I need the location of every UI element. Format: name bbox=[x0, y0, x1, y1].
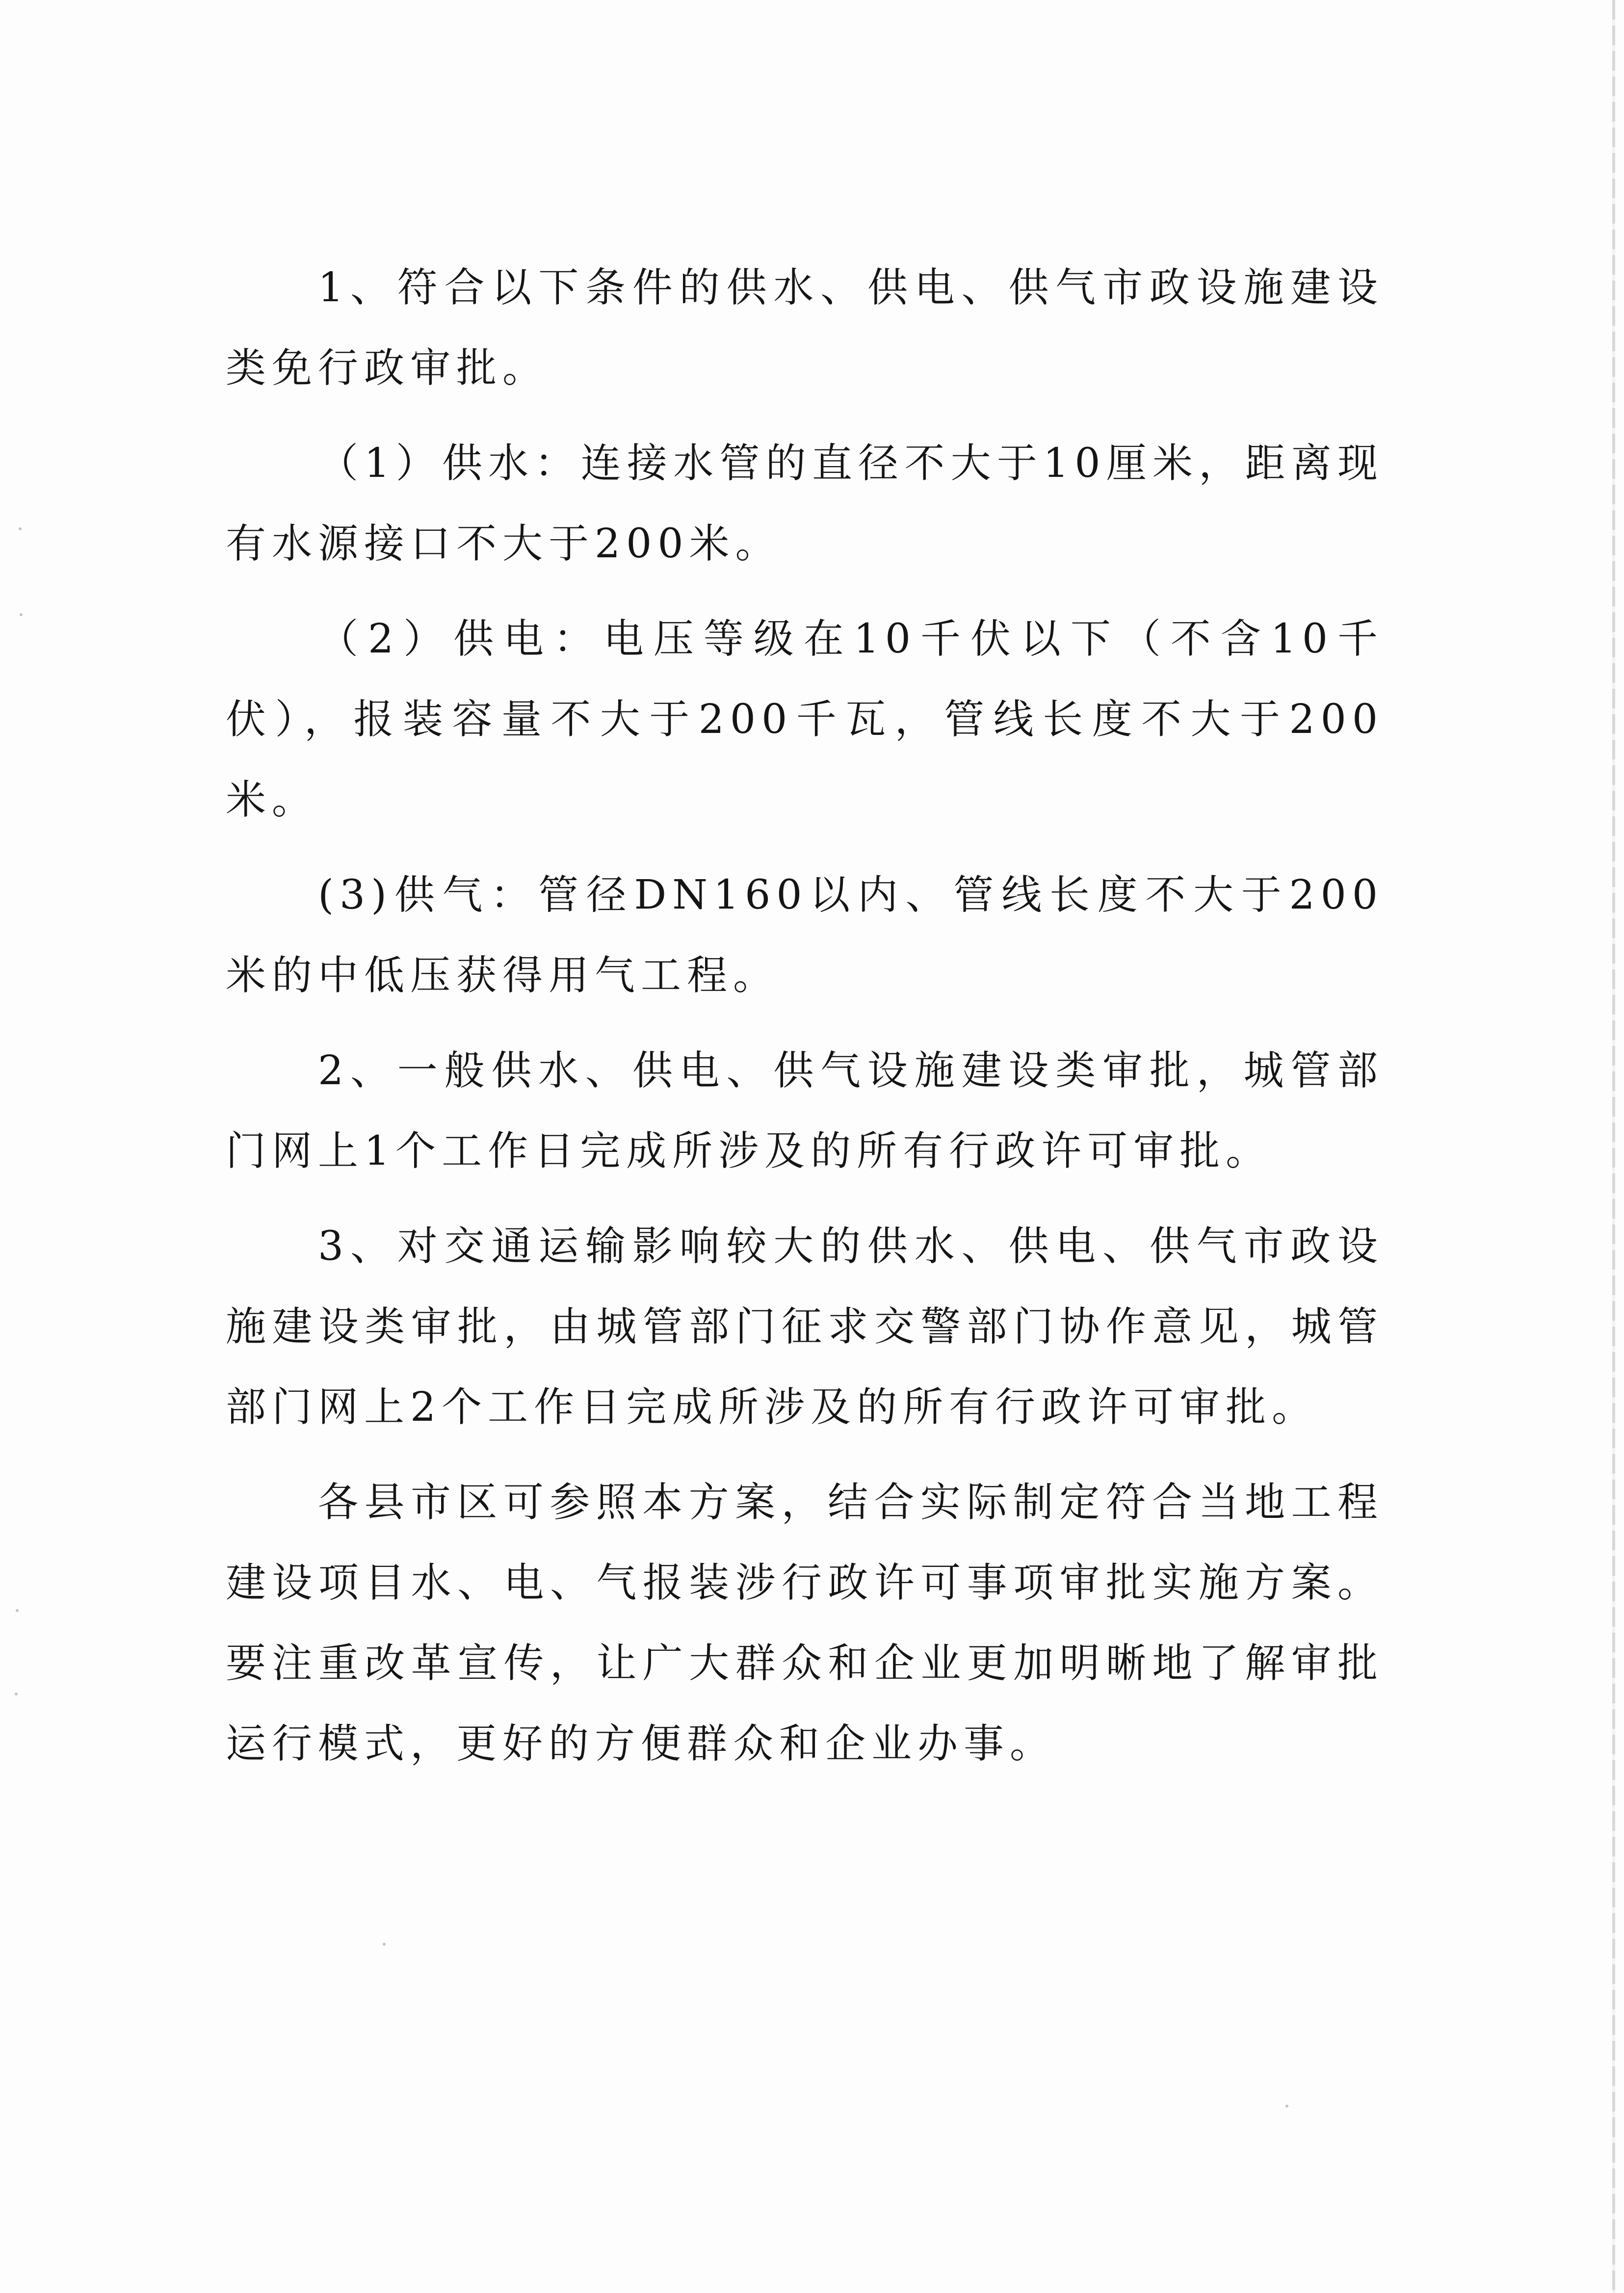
scan-speck bbox=[383, 1943, 386, 1946]
scan-speck bbox=[19, 527, 22, 530]
scan-speck bbox=[16, 1609, 19, 1612]
scan-speck bbox=[20, 613, 23, 616]
document-body bbox=[226, 248, 1384, 1799]
paragraph-6: 3、对交通运输影响较大的供水、供电、供气市政设施建设类审批，由城管部门征求交警部门协作意见，城管部门网上2个工作日完成所涉及的所有行政许可审批。 bbox=[226, 1223, 1384, 1431]
paragraph-5: 2、一般供水、供电、供气设施建设类审批，城管部门网上1个工作日完成所涉及的所有行政许可审批。 bbox=[226, 1047, 1384, 1174]
paragraph-3: （2）供电：电压等级在10千伏以下（不含10千伏），报装容量不大于200千瓦，管线长度不大于200米。 bbox=[226, 616, 1384, 823]
paragraph-1: 1、符合以下条件的供水、供电、供气市政设施建设类免行政审批。 bbox=[226, 264, 1384, 391]
scan-speck bbox=[15, 1693, 18, 1695]
paragraph-2: （1）供水：连接水管的直径不大于10厘米，距离现有水源接口不大于200米。 bbox=[226, 440, 1384, 567]
paragraph-4: (3)供气：管径DN160以内、管线长度不大于200米的中低压获得用气工程。 bbox=[226, 872, 1384, 999]
scan-speck bbox=[1285, 2105, 1288, 2108]
paragraph-7: 各县市区可参照本方案，结合实际制定符合当地工程建设项目水、电、气报装涉行政许可事项审批实施方案。要注重改革宣传，让广大群众和企业更加明晰地了解审批运行模式，更好的方便群众和企业办事。 bbox=[226, 1479, 1384, 1767]
scan-edge bbox=[1612, 0, 1615, 2293]
